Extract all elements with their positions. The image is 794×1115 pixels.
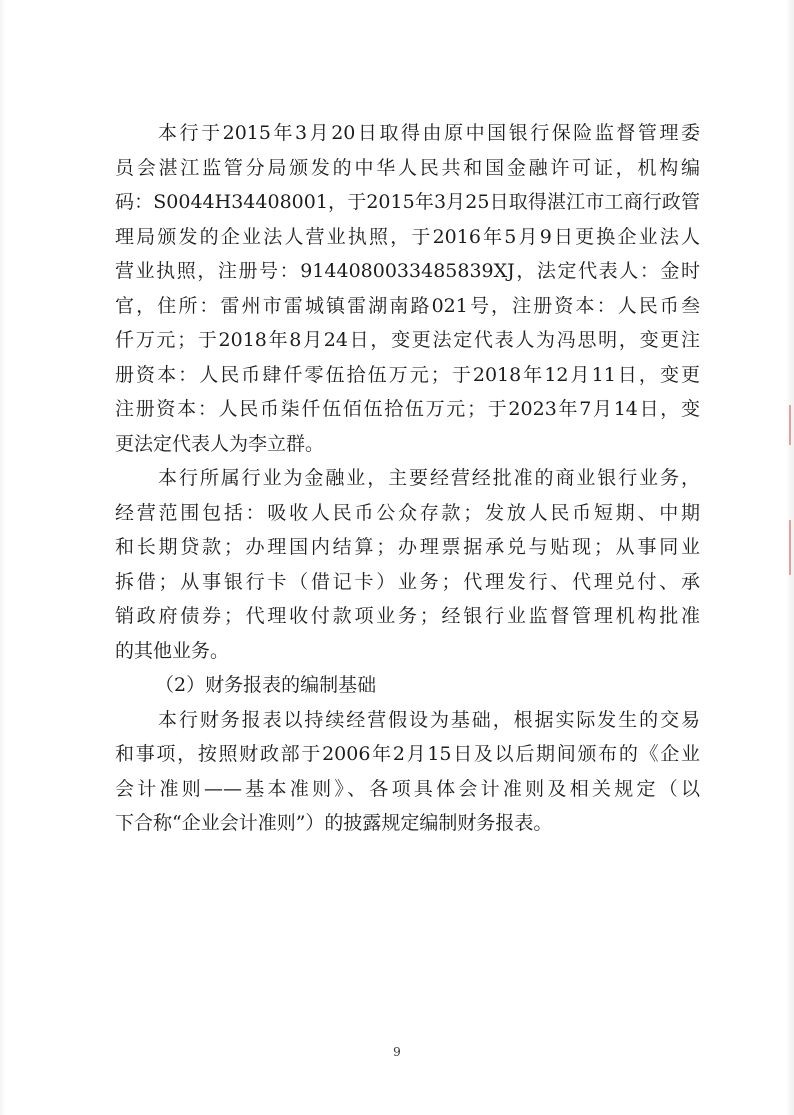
paragraph-line: 和长期贷款；办理国内结算；办理票据承兑与贴现；从事同业	[115, 536, 700, 558]
paragraph-line: 拆借；从事银行卡（借记卡）业务；代理发行、代理兑付、承	[115, 570, 700, 593]
paragraph-line: 本行于2015年3月20日取得由原中国银行保险监督管理委	[158, 122, 700, 144]
paragraph-line: 官，住所：雷州市雷城镇雷湖南路021号，注册资本：人民币叁	[115, 294, 700, 317]
paragraph-line: 本行财务报表以持续经营假设为基础，根据实际发生的交易	[158, 708, 700, 731]
paragraph-line: 和事项，按照财政部于2006年2月15日及以后期间颁布的《企业	[115, 743, 700, 765]
paragraph-line: 码：S0044H34408001，于2015年3月25日取得湛江市工商行政管	[115, 191, 700, 213]
paragraph-line: 销政府债券；代理收付款项业务；经银行业监督管理机构批准	[115, 605, 700, 627]
paragraph-line: 本行所属行业为金融业，主要经营经批准的商业银行业务，	[158, 467, 700, 489]
body-text	[115, 116, 700, 841]
edge-mark	[789, 520, 791, 575]
paragraph-line: 的其他业务。	[115, 639, 230, 662]
section-heading: （2）财务报表的编制基础	[155, 674, 377, 696]
paragraph-line: 仟万元；于2018年8月24日，变更法定代表人为冯思明，变更注	[115, 329, 700, 351]
paragraph-line: 员会湛江监管分局颁发的中华人民共和国金融许可证，机构编	[115, 156, 700, 179]
paragraph-line: 更法定代表人为李立群。	[115, 432, 325, 455]
edge-mark	[789, 405, 791, 445]
paragraph-line: 理局颁发的企业法人营业执照，于2016年5月9日更换企业法人	[115, 225, 700, 248]
paragraph-line: 册资本：人民币肆仟零伍拾伍万元；于2018年12月11日，变更	[115, 363, 700, 386]
page-number: 9	[393, 1045, 401, 1059]
paragraph-line: 注册资本：人民币柒仟伍佰伍拾伍万元；于2023年7月14日，变	[115, 398, 700, 420]
paragraph-line: 营业执照，注册号：9144080033485839XJ，法定代表人：金时	[115, 260, 700, 282]
paragraph-line: 会计准则——基本准则》、各项具体会计准则及相关规定（以	[115, 777, 700, 800]
paragraph-line: 下合称“企业会计准则”）的披露规定编制财务报表。	[115, 812, 553, 834]
paragraph-line: 经营范围包括：吸收人民币公众存款；发放人民币短期、中期	[115, 501, 700, 524]
